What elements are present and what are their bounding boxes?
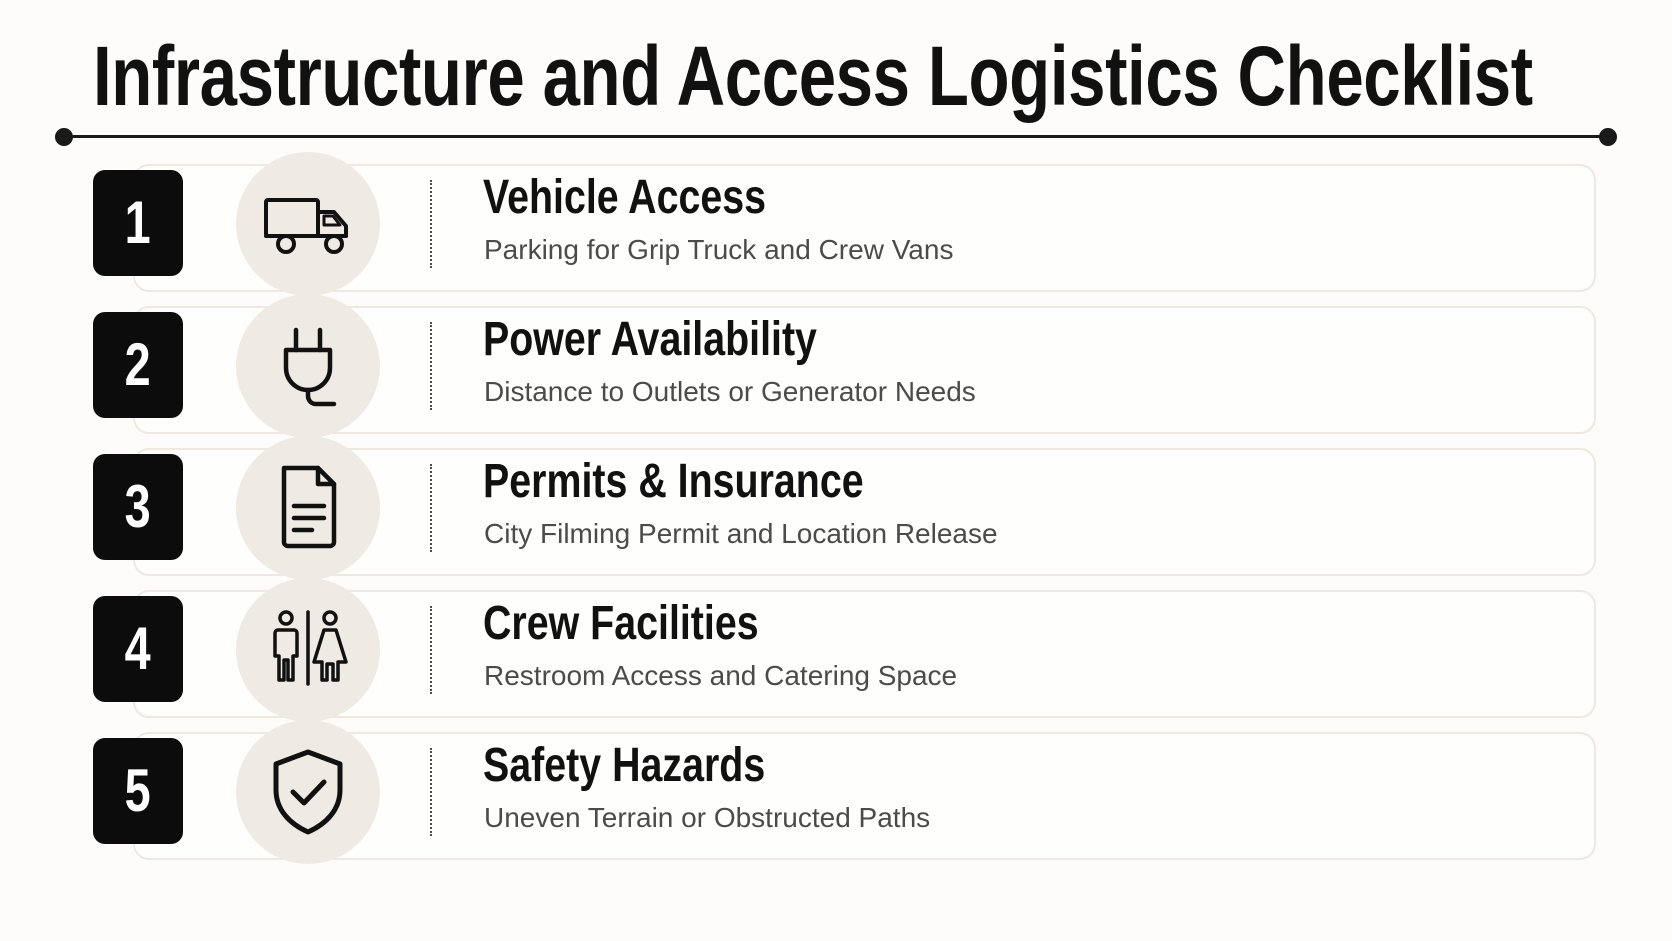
truck-icon xyxy=(258,174,358,274)
item-separator xyxy=(430,606,432,694)
icon-circle xyxy=(236,720,380,864)
document-icon xyxy=(258,458,358,558)
checklist-item-power-availability xyxy=(0,294,1672,434)
item-subtitle: City Filming Permit and Location Release xyxy=(484,518,998,549)
item-title: Permits & Insurance xyxy=(483,455,864,508)
item-number: 5 xyxy=(124,757,152,824)
checklist-item-vehicle-access xyxy=(0,152,1672,292)
item-subtitle: Uneven Terrain or Obstructed Paths xyxy=(484,802,931,833)
item-title: Crew Facilities xyxy=(483,597,759,650)
item-number-badge xyxy=(93,454,183,560)
item-title: Power Availability xyxy=(483,313,817,366)
checklist-item-crew-facilities xyxy=(0,578,1672,718)
icon-circle xyxy=(236,294,380,438)
item-subtitle: Restroom Access and Catering Space xyxy=(484,660,958,691)
shield-check-icon xyxy=(258,742,358,842)
item-number-badge xyxy=(93,738,183,844)
item-number: 1 xyxy=(124,189,152,256)
icon-circle xyxy=(236,436,380,580)
item-subtitle: Distance to Outlets or Generator Needs xyxy=(484,376,976,407)
item-number-badge xyxy=(93,170,183,276)
item-title: Safety Hazards xyxy=(483,739,766,792)
item-number: 3 xyxy=(124,473,152,540)
restroom-icon xyxy=(258,600,358,700)
item-number: 4 xyxy=(124,615,152,682)
item-separator xyxy=(430,322,432,410)
item-number: 2 xyxy=(124,331,152,398)
item-number-badge xyxy=(93,596,183,702)
item-title: Vehicle Access xyxy=(483,171,767,224)
item-separator xyxy=(430,180,432,268)
icon-circle xyxy=(236,578,380,722)
checklist-item-permits-insurance xyxy=(0,436,1672,576)
page-title: Infrastructure and Access Logistics Checklist xyxy=(93,29,1533,123)
item-separator xyxy=(430,748,432,836)
power-plug-icon xyxy=(258,316,358,416)
icon-circle xyxy=(236,152,380,296)
item-subtitle: Parking for Grip Truck and Crew Vans xyxy=(484,234,954,265)
item-number-badge xyxy=(93,312,183,418)
checklist-item-safety-hazards xyxy=(0,720,1672,860)
item-separator xyxy=(430,464,432,552)
